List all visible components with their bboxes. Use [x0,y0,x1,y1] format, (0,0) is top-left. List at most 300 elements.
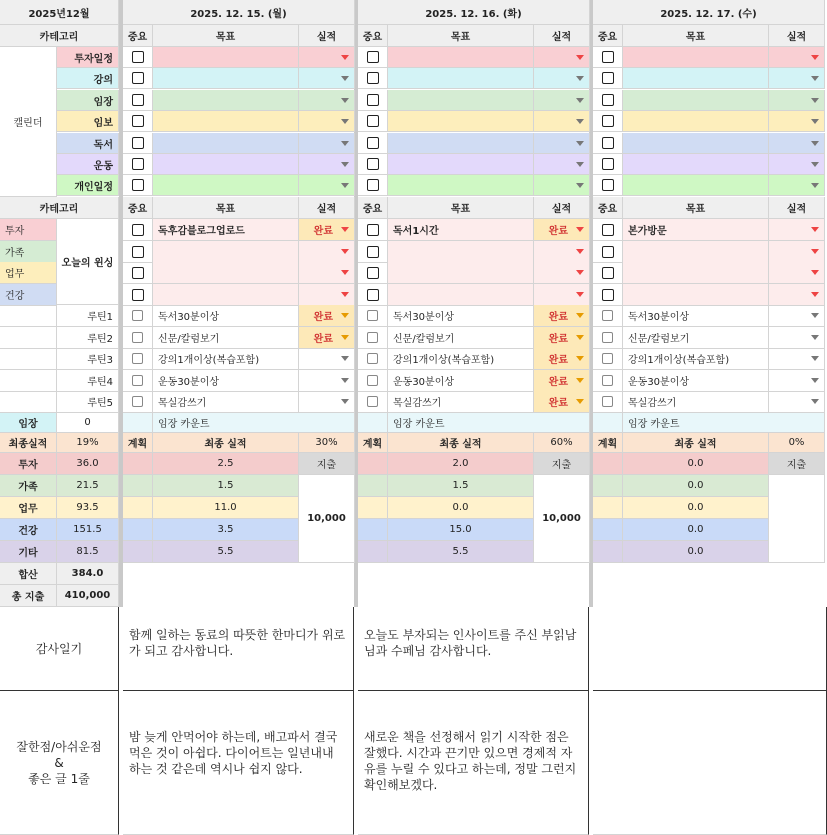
result-dropdown[interactable] [534,47,590,68]
routine-task: 운동30분이상 [623,370,769,392]
budget-plan [123,453,153,475]
budget-value: 5.5 [388,541,534,563]
goal-cell[interactable] [623,111,769,132]
routine-spacer [0,370,57,392]
winning-goal[interactable] [388,241,534,263]
result-dropdown[interactable] [769,305,825,327]
importance-checkbox-cell[interactable] [358,154,388,175]
checkbox-icon [367,224,379,236]
importance-checkbox-cell[interactable] [593,284,623,306]
chevron-down-icon [341,227,349,232]
result-dropdown[interactable] [534,175,590,196]
calendar-category-6: 개인일정 [57,175,119,196]
winning-goal[interactable] [623,262,769,284]
goal-header: 목표 [388,25,534,47]
importance-checkbox-cell[interactable] [358,68,388,89]
reflection-entry[interactable] [593,691,827,835]
importance-checkbox-cell[interactable] [358,175,388,196]
chevron-down-icon [576,378,584,383]
result-dropdown[interactable] [299,327,355,349]
result-dropdown[interactable] [769,348,825,370]
winning-category-3: 건강 [0,284,57,306]
budget-label-2: 업무 [0,497,57,519]
importance-checkbox-cell[interactable] [123,133,153,154]
checkbox-icon [602,158,614,170]
checkbox-icon [602,396,613,407]
result-dropdown[interactable] [299,68,355,89]
chevron-down-icon [811,119,819,124]
chevron-down-icon [576,76,584,81]
chevron-down-icon [576,313,584,318]
result-dropdown[interactable] [769,133,825,154]
checkbox-icon [602,246,614,258]
routine-label-2: 루틴3 [57,348,119,370]
checkbox-icon [132,179,144,191]
routine-checkbox-cell[interactable] [593,391,623,413]
checkbox-icon [132,267,144,279]
reflection-entry[interactable]: 밤 늦게 안먹어야 하는데, 배고파서 결국 먹은 것이 아쉽다. 다이어트는 일년내내 하는 것 같은데 역시나 쉽지 않다. [123,691,354,835]
imjang-count-label: 임장 카운트 [388,413,590,433]
calendar-category-5: 운동 [57,154,119,175]
importance-checkbox-cell[interactable] [123,175,153,196]
chevron-down-icon [811,270,819,275]
spend-label: 지출 [534,453,590,475]
budget-value: 0.0 [623,519,769,541]
plan-header: 계획 [593,433,623,453]
checkbox-icon [602,310,613,321]
chevron-down-icon [341,98,349,103]
checkbox-icon [602,224,614,236]
spend-value: 10,000 [299,475,355,563]
routine-checkbox-cell[interactable] [123,370,153,392]
budget-plan [358,475,388,497]
chevron-down-icon [576,55,584,60]
result-dropdown[interactable] [534,133,590,154]
final-percent: 60% [534,433,590,453]
result-header: 실적 [299,25,355,47]
importance-checkbox-cell[interactable] [123,241,153,263]
budget-total: 151.5 [57,519,119,541]
importance-checkbox-cell[interactable] [123,47,153,68]
chevron-down-icon [811,55,819,60]
routine-label-3: 루틴4 [57,370,119,392]
routine-checkbox-cell[interactable] [123,348,153,370]
budget-plan [358,519,388,541]
importance-checkbox-cell[interactable] [358,90,388,111]
result-header: 실적 [534,197,590,219]
result-dropdown[interactable] [299,111,355,132]
importance-checkbox-cell[interactable] [593,241,623,263]
checkbox-icon [367,115,379,127]
importance-checkbox-cell[interactable] [123,219,153,241]
budget-value: 0.0 [623,497,769,519]
result-dropdown[interactable] [534,305,590,327]
winning-goal[interactable] [623,284,769,306]
goal-cell[interactable] [388,47,534,68]
importance-checkbox-cell[interactable] [358,219,388,241]
chevron-down-icon [811,98,819,103]
plan-header: 계획 [358,433,388,453]
imjang-spacer [593,413,623,433]
budget-plan [123,519,153,541]
day-header-2: 2025. 12. 17. (수) [593,0,825,25]
calendar-category-1: 강의 [57,68,119,89]
winning-goal[interactable]: 본가방문 [623,219,769,241]
routine-task: 목실감쓰기 [623,391,769,413]
goal-cell[interactable] [623,154,769,175]
budget-total: 81.5 [57,541,119,563]
budget-label-3: 건강 [0,519,57,541]
routine-label-4: 루틴5 [57,391,119,413]
result-dropdown[interactable] [534,111,590,132]
goal-cell[interactable] [388,68,534,89]
gratitude-label: 감사일기 [0,607,119,691]
goal-cell[interactable] [388,90,534,111]
winning-goal[interactable] [388,284,534,306]
budget-value: 0.0 [388,497,534,519]
routine-checkbox-cell[interactable] [358,327,388,349]
calendar-category-0: 투자일정 [57,47,119,68]
chevron-down-icon [811,313,819,318]
checkbox-icon [602,375,613,386]
result-dropdown[interactable] [534,154,590,175]
chevron-down-icon [811,227,819,232]
result-dropdown[interactable] [534,219,590,241]
routine-checkbox-cell[interactable] [358,348,388,370]
goal-cell[interactable] [388,175,534,196]
result-dropdown[interactable] [769,154,825,175]
checkbox-icon [602,115,614,127]
checkbox-icon [602,289,614,301]
goal-cell[interactable] [623,68,769,89]
checkbox-icon [367,353,378,364]
checkbox-icon [367,51,379,63]
chevron-down-icon [576,335,584,340]
checkbox-icon [367,332,378,343]
importance-header: 중요 [123,25,153,47]
result-dropdown[interactable] [299,175,355,196]
spend-value: 10,000 [534,475,590,563]
routine-task: 신문/칼럼보기 [623,327,769,349]
routine-spacer [0,391,57,413]
goal-cell[interactable] [388,133,534,154]
checkbox-icon [367,246,379,258]
winning-goal[interactable] [153,284,299,306]
goal-cell[interactable] [153,154,299,175]
chevron-down-icon [341,162,349,167]
importance-checkbox-cell[interactable] [123,154,153,175]
routine-checkbox-cell[interactable] [123,391,153,413]
importance-checkbox-cell[interactable] [593,68,623,89]
chevron-down-icon [341,183,349,188]
imjang-count-label: 임장 카운트 [153,413,355,433]
chevron-down-icon [341,55,349,60]
routine-checkbox-cell[interactable] [593,305,623,327]
routine-task: 강의1개이상(복습포함) [388,348,534,370]
result-text: 완료 [313,312,333,323]
chevron-down-icon [341,335,349,340]
importance-checkbox-cell[interactable] [358,284,388,306]
result-dropdown[interactable] [769,370,825,392]
gratitude-entry[interactable]: 함께 일하는 동료의 따뜻한 한마디가 위로가 되고 감사합니다. [123,607,354,691]
calendar-category-4: 독서 [57,133,119,154]
result-dropdown[interactable] [769,175,825,196]
importance-checkbox-cell[interactable] [358,47,388,68]
importance-checkbox-cell[interactable] [593,47,623,68]
chevron-down-icon [576,227,584,232]
routine-checkbox-cell[interactable] [358,305,388,327]
checkbox-icon [602,137,614,149]
result-dropdown[interactable] [534,391,590,413]
goal-cell[interactable] [388,154,534,175]
chevron-down-icon [576,249,584,254]
plan-header: 계획 [123,433,153,453]
imjang-spacer [123,413,153,433]
routine-task: 신문/칼럼보기 [388,327,534,349]
budget-plan [593,453,623,475]
sum-value: 384.0 [57,563,119,585]
budget-plan [358,541,388,563]
chevron-down-icon [811,249,819,254]
importance-checkbox-cell[interactable] [358,111,388,132]
chevron-down-icon [576,270,584,275]
journal-gap [589,607,593,835]
checkbox-icon [602,51,614,63]
importance-header: 중요 [358,197,388,219]
routine-task: 강의1개이상(복습포함) [153,348,299,370]
routine-spacer [0,305,57,327]
importance-checkbox-cell[interactable] [358,133,388,154]
chevron-down-icon [811,141,819,146]
chevron-down-icon [811,356,819,361]
routine-checkbox-cell[interactable] [593,348,623,370]
importance-header: 중요 [123,197,153,219]
checkbox-icon [132,353,143,364]
reflection-label-line: & [54,755,64,770]
goal-cell[interactable] [388,111,534,132]
result-dropdown[interactable] [769,68,825,89]
goal-cell[interactable] [623,175,769,196]
goal-cell[interactable] [153,111,299,132]
chevron-down-icon [811,183,819,188]
checkbox-icon [132,72,144,84]
today-winning-label: 오늘의 윈싱 [57,219,119,305]
checkbox-icon [132,137,144,149]
routine-checkbox-cell[interactable] [593,370,623,392]
result-dropdown[interactable] [769,90,825,111]
result-dropdown[interactable] [534,370,590,392]
result-dropdown[interactable] [769,219,825,241]
imjang-count-label: 임장 카운트 [623,413,825,433]
routine-checkbox-cell[interactable] [593,327,623,349]
goal-header: 목표 [623,25,769,47]
winning-goal[interactable] [153,262,299,284]
result-dropdown[interactable] [299,262,355,284]
goal-cell[interactable] [623,133,769,154]
reflection-label [0,691,119,835]
result-dropdown[interactable] [299,47,355,68]
budget-value: 2.0 [388,453,534,475]
chevron-down-icon [341,292,349,297]
reflection-entry[interactable]: 새로운 책을 선정해서 읽기 시작한 점은 잘했다. 시간과 끈기만 있으면 경제적 자유를 누릴 수 있다고 하는데, 정말 그런지 확인해보겠다. [358,691,589,835]
goal-cell[interactable] [153,175,299,196]
result-dropdown[interactable] [299,305,355,327]
routine-checkbox-cell[interactable] [123,305,153,327]
result-dropdown[interactable] [534,262,590,284]
routine-checkbox-cell[interactable] [123,327,153,349]
result-dropdown[interactable] [299,284,355,306]
importance-checkbox-cell[interactable] [593,175,623,196]
checkbox-icon [132,375,143,386]
goal-cell[interactable] [153,90,299,111]
gratitude-entry[interactable] [593,607,827,691]
result-dropdown[interactable] [299,391,355,413]
reflection-label-line: 잘한점/아쉬운점 [16,739,102,754]
result-dropdown[interactable] [534,241,590,263]
budget-value: 0.0 [623,453,769,475]
checkbox-icon [132,289,144,301]
budget-value: 0.0 [623,475,769,497]
importance-checkbox-cell[interactable] [358,262,388,284]
chevron-down-icon [811,76,819,81]
importance-checkbox-cell[interactable] [123,90,153,111]
winning-category-1: 가족 [0,241,57,263]
checkbox-icon [367,375,378,386]
routine-task: 독서30분이상 [388,305,534,327]
goal-header: 목표 [623,197,769,219]
checkbox-icon [367,396,378,407]
importance-checkbox-cell[interactable] [123,111,153,132]
checkbox-icon [602,94,614,106]
result-dropdown[interactable] [769,111,825,132]
importance-checkbox-cell[interactable] [123,284,153,306]
checkbox-icon [602,353,613,364]
checkbox-icon [602,332,613,343]
result-dropdown[interactable] [769,241,825,263]
result-dropdown[interactable] [299,133,355,154]
result-dropdown[interactable] [299,241,355,263]
importance-checkbox-cell[interactable] [593,133,623,154]
result-text: 완료 [313,226,333,237]
result-dropdown[interactable] [299,348,355,370]
category-header-0: 카테고리 [0,25,119,47]
spend-value [769,475,825,563]
checkbox-icon [367,137,379,149]
day-header-1: 2025. 12. 16. (화) [358,0,590,25]
chevron-down-icon [341,141,349,146]
routine-task: 운동30분이상 [388,370,534,392]
budget-plan [358,497,388,519]
checkbox-icon [132,246,144,258]
result-text: 완료 [313,334,333,345]
goal-cell[interactable] [153,47,299,68]
importance-checkbox-cell[interactable] [123,262,153,284]
winning-goal[interactable] [153,241,299,263]
routine-label-0: 루틴1 [57,305,119,327]
chevron-down-icon [576,183,584,188]
winning-goal[interactable]: 독후감블로그업로드 [153,219,299,241]
result-dropdown[interactable] [769,327,825,349]
chevron-down-icon [811,335,819,340]
result-dropdown[interactable] [534,348,590,370]
result-dropdown[interactable] [769,262,825,284]
budget-plan [123,541,153,563]
checkbox-icon [367,158,379,170]
result-dropdown[interactable] [299,219,355,241]
budget-value: 1.5 [388,475,534,497]
goal-cell[interactable] [623,47,769,68]
budget-plan [123,497,153,519]
checkbox-icon [132,51,144,63]
routine-task: 독서30분이상 [623,305,769,327]
result-dropdown[interactable] [534,68,590,89]
checkbox-icon [367,267,379,279]
importance-checkbox-cell[interactable] [593,111,623,132]
goal-cell[interactable] [623,90,769,111]
routine-checkbox-cell[interactable] [358,370,388,392]
routine-checkbox-cell[interactable] [358,391,388,413]
result-dropdown[interactable] [534,90,590,111]
final-result-header: 최종 실적 [388,433,534,453]
winning-goal[interactable] [388,262,534,284]
final-label: 최종실적 [0,433,57,453]
sum-label: 합산 [0,563,57,585]
total-spend-value: 410,000 [57,585,119,607]
winning-goal[interactable] [623,241,769,263]
imjang-spacer [358,413,388,433]
importance-checkbox-cell[interactable] [358,241,388,263]
final-percent: 30% [299,433,355,453]
chevron-down-icon [341,399,349,404]
importance-checkbox-cell[interactable] [593,154,623,175]
budget-label-1: 가족 [0,475,57,497]
chevron-down-icon [341,313,349,318]
checkbox-icon [132,396,143,407]
total-spend-label: 총 지출 [0,585,57,607]
importance-checkbox-cell[interactable] [593,90,623,111]
goal-cell[interactable] [153,133,299,154]
importance-checkbox-cell[interactable] [123,68,153,89]
result-dropdown[interactable] [299,370,355,392]
result-dropdown[interactable] [769,47,825,68]
category-header-1: 카테고리 [0,197,119,219]
chevron-down-icon [576,356,584,361]
result-dropdown[interactable] [769,391,825,413]
goal-cell[interactable] [153,68,299,89]
gratitude-entry[interactable]: 오늘도 부자되는 인사이트를 주신 부읽남님과 수페님 감사합니다. [358,607,589,691]
budget-plan [593,519,623,541]
checkbox-icon [367,72,379,84]
result-dropdown[interactable] [534,284,590,306]
winning-category-2: 업무 [0,262,57,284]
result-dropdown[interactable] [299,154,355,175]
importance-checkbox-cell[interactable] [593,219,623,241]
budget-value: 0.0 [623,541,769,563]
chevron-down-icon [341,356,349,361]
importance-checkbox-cell[interactable] [593,262,623,284]
result-dropdown[interactable] [299,90,355,111]
result-dropdown[interactable] [769,284,825,306]
winning-goal[interactable]: 독서1시간 [388,219,534,241]
goal-header: 목표 [153,197,299,219]
checkbox-icon [132,94,144,106]
result-text: 완료 [548,334,568,345]
result-dropdown[interactable] [534,327,590,349]
budget-label-4: 기타 [0,541,57,563]
routine-task: 운동30분이상 [153,370,299,392]
routine-label-1: 루틴2 [57,327,119,349]
checkbox-icon [367,179,379,191]
